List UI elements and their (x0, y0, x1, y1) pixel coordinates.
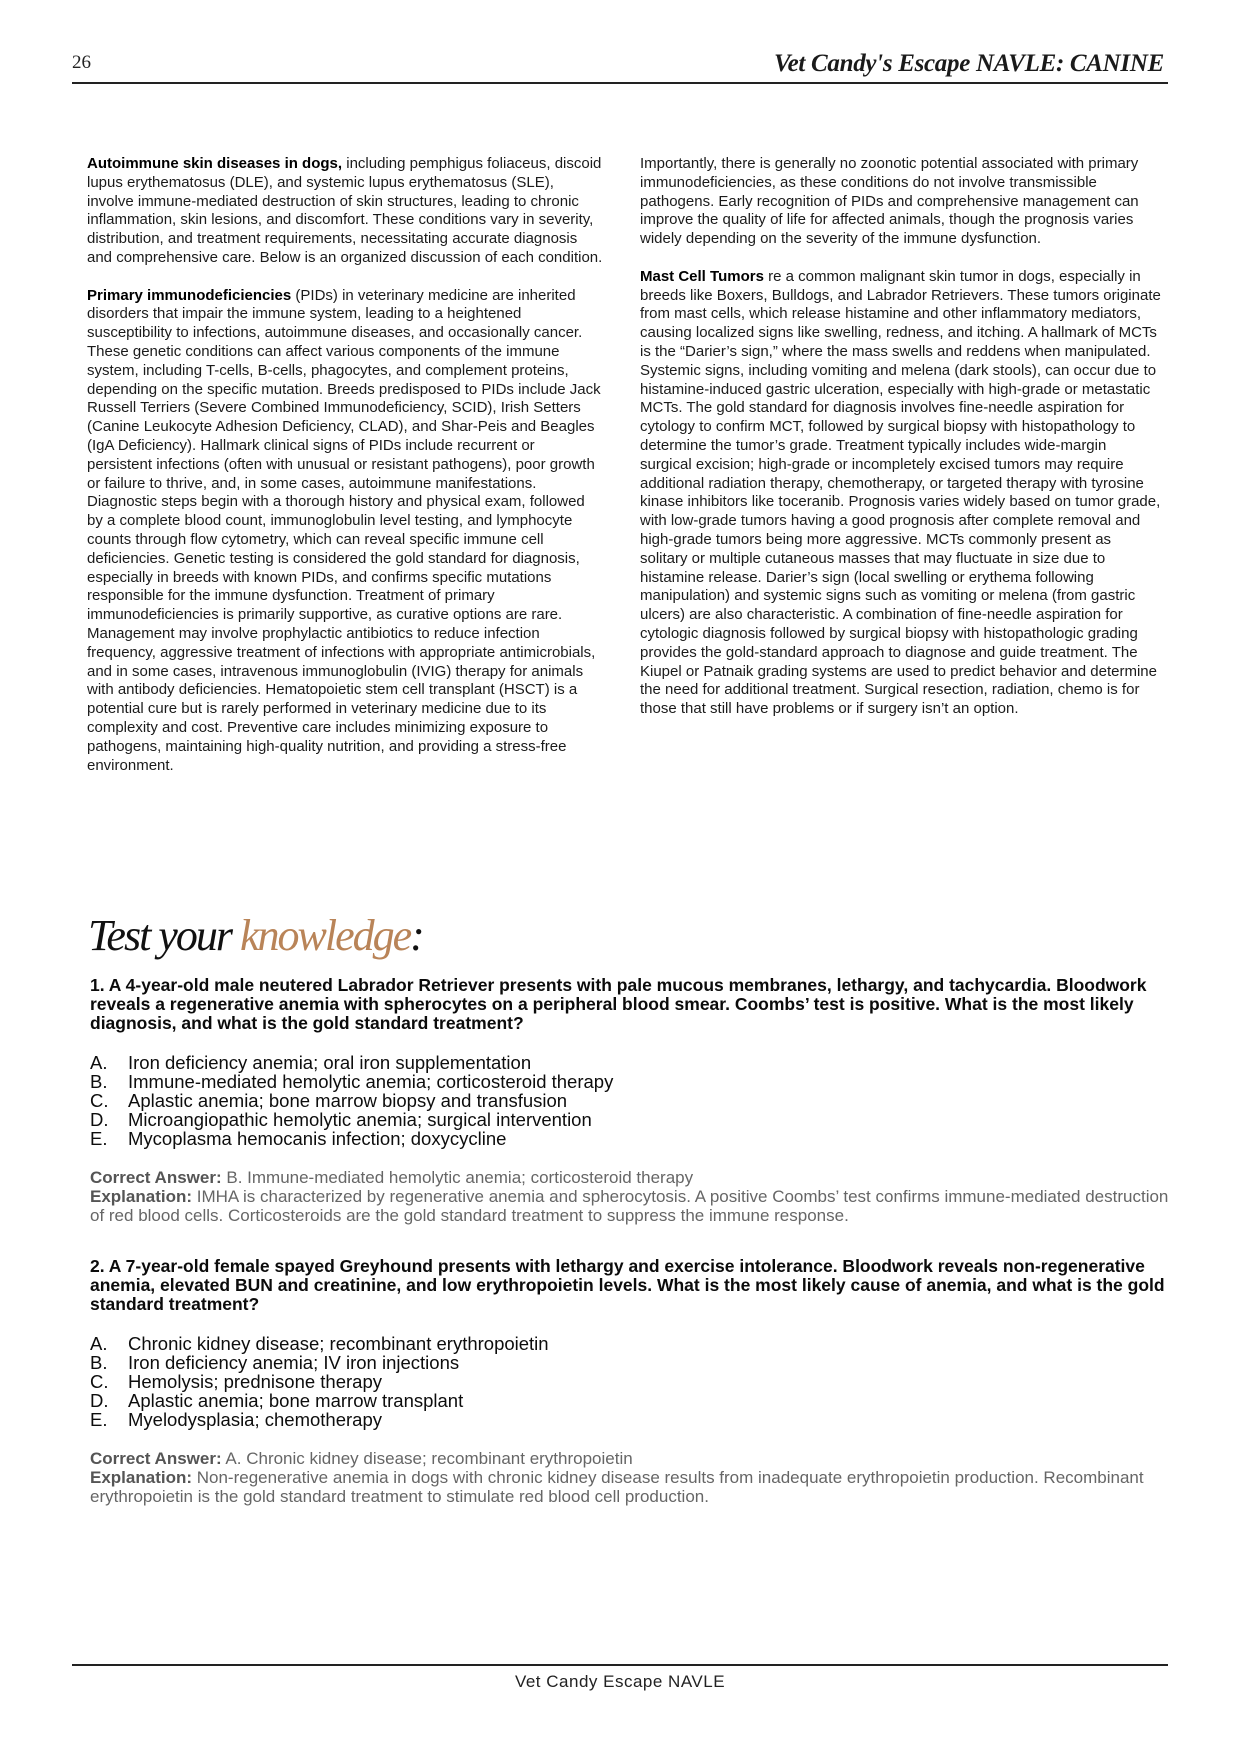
option-letter: E. (90, 1409, 108, 1430)
option-text: Myelodysplasia; chemotherapy (128, 1409, 382, 1430)
autoimmune-heading: Autoimmune skin diseases in dogs, (87, 155, 343, 172)
explanation-text: Non-regenerative anemia in dogs with chronic kidney disease results from inadequate erythropoietin production. Recombinant erythropoietin is the gold standard treatment to stimulate red blood cell production. (90, 1468, 1144, 1506)
correct-answer-label: Correct Answer: (90, 1168, 222, 1187)
test-your-knowledge-heading (88, 910, 423, 961)
question-1-text: 1. A 4-year-old male neutered Labrador Retriever presents with pale mucous membranes, lethargy, and tachycardia. Bloodwork reveals a regenerative anemia with spherocytes on a peripheral blood smear. Coombs’ test is positive. What is the most likely diagnosis, and what is the gold standard treatment? (90, 975, 1147, 1033)
question-2-answer (90, 1449, 1170, 1506)
option-letter: D. (90, 1390, 109, 1411)
option-text: Mycoplasma hemocanis infection; doxycycline (128, 1128, 507, 1149)
mct-heading: Mast Cell Tumors (640, 267, 764, 285)
autoimmune-paragraph (87, 155, 603, 268)
pid-text: (PIDs) in veterinary medicine are inherited disorders that impair the immune system, leading to a heightened susceptibility to infections, autoimmune diseases, and occasionally cancer. These genetic conditions can affect various components of the immune system, including T-cells, B-cells, phagocytes, and complement proteins, depending on the specific mutation. Breeds predisposed to PIDs include Jack Russell Terriers (Severe Combined Immunodeficiency, SCID), Irish Setters (Canine Leukocyte Adhesion Deficiency, CLAD), and Shar-Peis and Beagles (IgA Deficiency). Hallmark clinical signs of PIDs include recurrent or persistent infections (often with unusual or resistant pathogens), poor growth or failure to thrive, and, in some cases, autoimmune manifestations. Diagnostic steps begin with a thorough history and physical exam, followed by a complete blood count, immunoglobulin level testing, and lymphocyte counts through flow cytometry, which can reveal specific immune cell deficiencies. Genetic testing is considered the gold standard for diagnosis, especially in breeds with known PIDs, and confirms specific mutations responsible for the immune dysfunction. Treatment of primary immunodeficiencies is primarily supportive, as curative options are rare. Management may involve prophylactic antibiotics to reduce infection frequency, aggressive treatment of infections with appropriate antimicrobials, and in some cases, intravenous immunoglobulin (IVIG) therapy for animals with antibody deficiencies. Hematopoietic stem cell transplant (HSCT) is a potential cure but is rarely performed in veterinary medicine due to its complexity and cost. Preventive care includes minimizing exposure to pathogens, maintaining high-quality nutrition, and providing a stress-free environment. (87, 286, 601, 774)
option-letter: A. (90, 1333, 108, 1354)
option-text: Aplastic anemia; bone marrow biopsy and transfusion (128, 1090, 568, 1111)
running-header-title: Vet Candy's Escape NAVLE: CANINE (774, 50, 1164, 77)
page-number: 26 (72, 52, 91, 73)
zoonotic-paragraph: Importantly, there is generally no zoonotic potential associated with primary immunodeficiencies, as these conditions do not involve transmissible pathogens. Early recognition of PIDs and comprehensive management can improve the quality of life for affected animals, though the prognosis varies widely depending on the severity of the immune dysfunction. (640, 155, 1139, 248)
explanation-label: Explanation: (90, 1468, 193, 1487)
option-e (90, 1410, 1170, 1429)
correct-answer-text: A. Chronic kidney disease; recombinant erythropoietin (221, 1449, 633, 1468)
autoimmune-text: including pemphigus foliaceus, discoid lupus erythematosus (DLE), and systemic lupus erythematosus (SLE), involve immune-mediated destruction of skin structures, leading to chronic inflammation, skin lesions, and discomfort. These conditions vary in severity, distribution, and treatment requirements, necessitating accurate diagnosis and comprehensive care. Below is an organized discussion of each condition. (87, 155, 603, 266)
pid-paragraph (87, 287, 603, 776)
pid-heading: Primary immunodeficiencies (87, 286, 292, 304)
option-letter: A. (90, 1052, 108, 1073)
right-column (640, 155, 1162, 738)
question-1-answer (90, 1168, 1170, 1225)
question-1 (90, 976, 1170, 1225)
left-column (87, 155, 603, 794)
mct-paragraph (640, 268, 1162, 719)
option-letter: B. (90, 1352, 108, 1373)
option-letter: B. (90, 1071, 108, 1092)
option-text: Iron deficiency anemia; IV iron injections (128, 1352, 460, 1373)
option-letter: C. (90, 1090, 109, 1111)
option-a (90, 1053, 1170, 1072)
option-text: Immune-mediated hemolytic anemia; corticosteroid therapy (128, 1071, 614, 1092)
correct-answer-label: Correct Answer: (90, 1449, 222, 1468)
option-text: Iron deficiency anemia; oral iron supplementation (128, 1052, 532, 1073)
correct-answer-line (90, 1449, 1170, 1468)
footer-text: Vet Candy Escape NAVLE (514, 1672, 726, 1691)
explanation-label: Explanation: (90, 1187, 193, 1206)
correct-answer-line (90, 1168, 1170, 1187)
option-letter: D. (90, 1109, 109, 1130)
explanation-line (90, 1468, 1170, 1506)
correct-answer-text: B. Immune-mediated hemolytic anemia; corticosteroid therapy (221, 1168, 694, 1187)
option-letter: E. (90, 1128, 108, 1149)
question-2 (90, 1257, 1170, 1506)
heading-part-1: Test your (88, 911, 240, 960)
option-b (90, 1353, 1170, 1372)
option-d (90, 1391, 1170, 1410)
question-2-options (90, 1334, 1170, 1429)
footer-divider (72, 1664, 1168, 1666)
explanation-line (90, 1187, 1170, 1225)
heading-colon: : (410, 911, 423, 960)
heading-accent-word: knowledge (239, 911, 411, 960)
option-d (90, 1110, 1170, 1129)
option-c (90, 1091, 1170, 1110)
explanation-text: IMHA is characterized by regenerative anemia and spherocytosis. A positive Coombs’ test confirms immune-mediated destruction of red blood cells. Corticosteroids are the gold standard treatment to suppress the immune response. (90, 1187, 1169, 1225)
option-c (90, 1372, 1170, 1391)
option-text: Microangiopathic hemolytic anemia; surgical intervention (128, 1109, 592, 1130)
option-a (90, 1334, 1170, 1353)
option-text: Hemolysis; prednisone therapy (128, 1371, 382, 1392)
header-divider (72, 82, 1168, 84)
question-2-text: 2. A 7-year-old female spayed Greyhound presents with lethargy and exercise intolerance. Bloodwork reveals non-regenerative anemia, elevated BUN and creatinine, and low erythropoietin levels. What is the most likely cause of anemia, and what is the gold standard treatment? (90, 1256, 1165, 1314)
question-1-options (90, 1053, 1170, 1148)
option-text: Aplastic anemia; bone marrow transplant (128, 1390, 464, 1411)
mct-text: re a common malignant skin tumor in dogs, especially in breeds like Boxers, Bulldogs, and Labrador Retrievers. These tumors originate from mast cells, which release histamine and other inflammatory mediators, causing localized signs like swelling, redness, and itching. A hallmark of MCTs is the “Darier’s sign,” where the mass swells and reddens when manipulated. Systemic signs, including vomiting and melena (dark stools), can occur due to histamine-induced gastric ulceration, especially with high-grade or metastatic MCTs. The gold standard for diagnosis involves fine-needle aspiration for cytology to confirm MCT, followed by surgical biopsy with histopathology to determine the tumor’s grade. Treatment typically includes wide-margin surgical excision; high-grade or incompletely excised tumors may require additional radiation therapy, chemotherapy, or targeted therapy with tyrosine kinase inhibitors like toceranib. Prognosis varies widely based on tumor grade, with low-grade tumors having a good prognosis after complete removal and high-grade tumors being more aggressive. MCTs commonly present as solitary or multiple cutaneous masses that may fluctuate in size due to histamine release. Darier’s sign (local swelling or erythema following manipulation) and systemic signs such as vomiting or melena (from gastric ulcers) are also characteristic. A combination of fine-needle aspiration for cytologic diagnosis followed by surgical biopsy with histopathologic grading provides the gold-standard approach to diagnose and guide treatment. The Kiupel or Patnaik grading systems are used to predict behavior and determine the need for additional treatment. Surgical resection, radiation, chemo is for those that still have problems or if surgery isn’t an option. (640, 267, 1161, 718)
option-b (90, 1072, 1170, 1091)
option-text: Chronic kidney disease; recombinant erythropoietin (128, 1333, 549, 1354)
option-e (90, 1129, 1170, 1148)
option-letter: C. (90, 1371, 109, 1392)
